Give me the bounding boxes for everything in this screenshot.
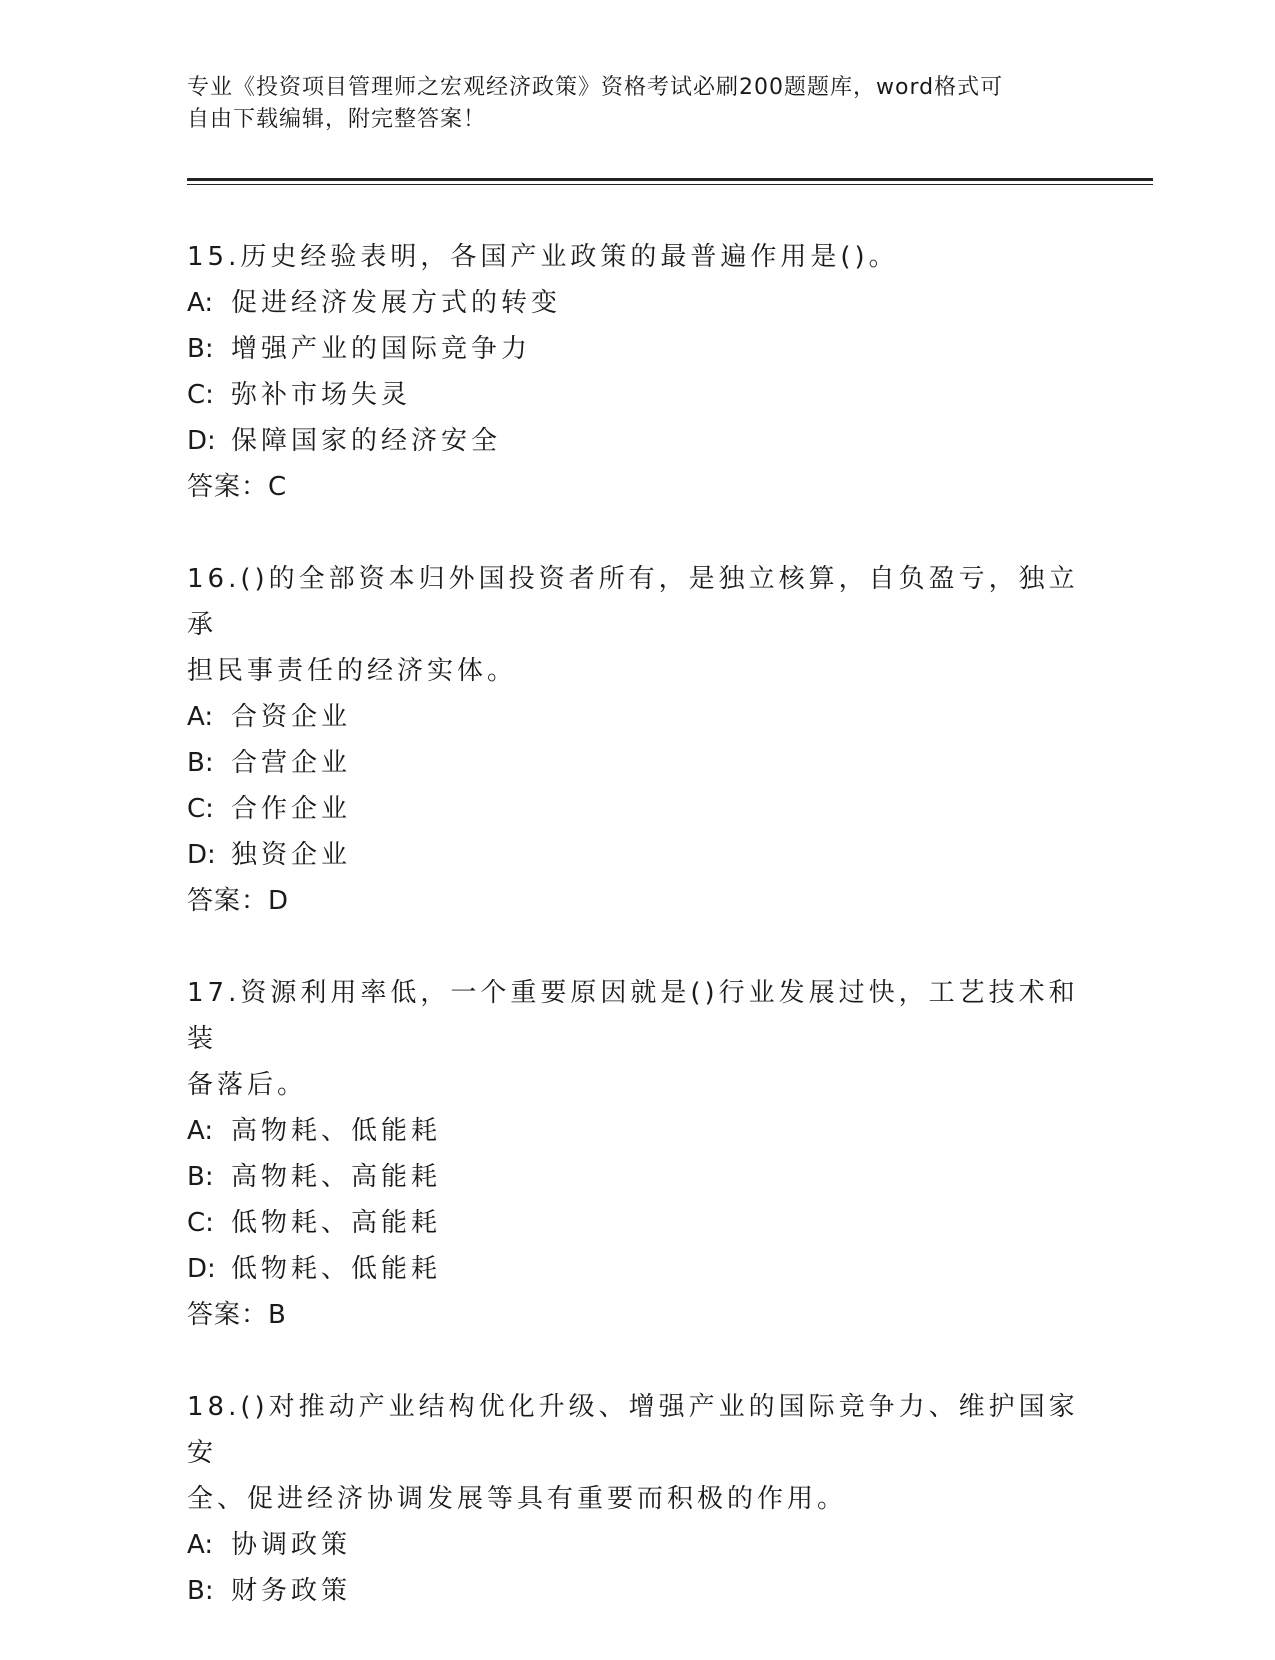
option-b (187, 740, 1087, 786)
question-stem-line-1: 16.()的全部资本归外国投资者所有，是独立核算，自负盈亏，独立承 (187, 564, 1079, 640)
header-line-1: 专业《投资项目管理师之宏观经济政策》资格考试必刷200题题库，word格式可 (187, 75, 1004, 100)
option-c (187, 786, 1087, 832)
option-key: D: (187, 1254, 216, 1284)
option-text: 增强产业的国际竞争力 (231, 334, 532, 364)
option-key: C: (187, 1208, 214, 1238)
header-divider-thick (187, 178, 1153, 181)
answer-line: 答案：B (187, 1300, 287, 1330)
option-text: 高物耗、高能耗 (231, 1162, 442, 1192)
option-b (187, 1154, 1087, 1200)
question-stem-line-2: 备落后。 (187, 1070, 308, 1100)
option-key: D: (187, 426, 216, 456)
option-text: 合作企业 (231, 794, 352, 824)
header-divider-thin (187, 184, 1153, 185)
option-a (187, 694, 1087, 740)
question-15 (187, 234, 1087, 510)
option-d (187, 832, 1087, 878)
question-stem-line-1: 17.资源利用率低，一个重要原因就是()行业发展过快，工艺技术和装 (187, 978, 1079, 1054)
option-text: 合资企业 (231, 702, 352, 732)
option-key: D: (187, 840, 216, 870)
option-a (187, 1108, 1087, 1154)
option-key: B: (187, 1162, 214, 1192)
option-key: A: (187, 1530, 214, 1560)
option-text: 合营企业 (231, 748, 352, 778)
option-a (187, 1522, 1087, 1568)
option-text: 独资企业 (231, 840, 352, 870)
option-key: A: (187, 1116, 214, 1146)
question-stem-line-1: 18.()对推动产业结构优化升级、增强产业的国际竞争力、维护国家安 (187, 1392, 1079, 1468)
option-key: C: (187, 794, 214, 824)
option-a (187, 280, 1087, 326)
question-17 (187, 970, 1087, 1338)
option-b (187, 1568, 1087, 1614)
option-text: 弥补市场失灵 (231, 380, 412, 410)
option-text: 低物耗、高能耗 (231, 1208, 442, 1238)
question-18 (187, 1384, 1087, 1614)
option-c (187, 1200, 1087, 1246)
option-b (187, 326, 1087, 372)
option-key: B: (187, 334, 214, 364)
option-d (187, 418, 1087, 464)
question-stem-line-2: 全、促进经济协调发展等具有重要而积极的作用。 (187, 1484, 848, 1514)
option-key: B: (187, 1576, 214, 1606)
question-16 (187, 556, 1087, 924)
question-stem-line-2: 担民事责任的经济实体。 (187, 656, 518, 686)
option-text: 保障国家的经济安全 (231, 426, 502, 456)
option-key: B: (187, 748, 214, 778)
header-line-2: 自由下载编辑，附完整答案！ (187, 107, 487, 132)
option-text: 财务政策 (231, 1576, 352, 1606)
option-d (187, 1246, 1087, 1292)
option-text: 高物耗、低能耗 (231, 1116, 442, 1146)
answer-line: 答案：C (187, 472, 288, 502)
option-text: 促进经济发展方式的转变 (231, 288, 562, 318)
option-text: 协调政策 (231, 1530, 352, 1560)
option-key: A: (187, 288, 214, 318)
question-list (187, 234, 1087, 1660)
option-key: C: (187, 380, 214, 410)
option-text: 低物耗、低能耗 (231, 1254, 442, 1284)
option-key: A: (187, 702, 214, 732)
document-header (187, 72, 1067, 136)
option-c (187, 372, 1087, 418)
answer-line: 答案：D (187, 886, 290, 916)
question-stem: 15.历史经验表明，各国产业政策的最普遍作用是()。 (187, 242, 899, 272)
